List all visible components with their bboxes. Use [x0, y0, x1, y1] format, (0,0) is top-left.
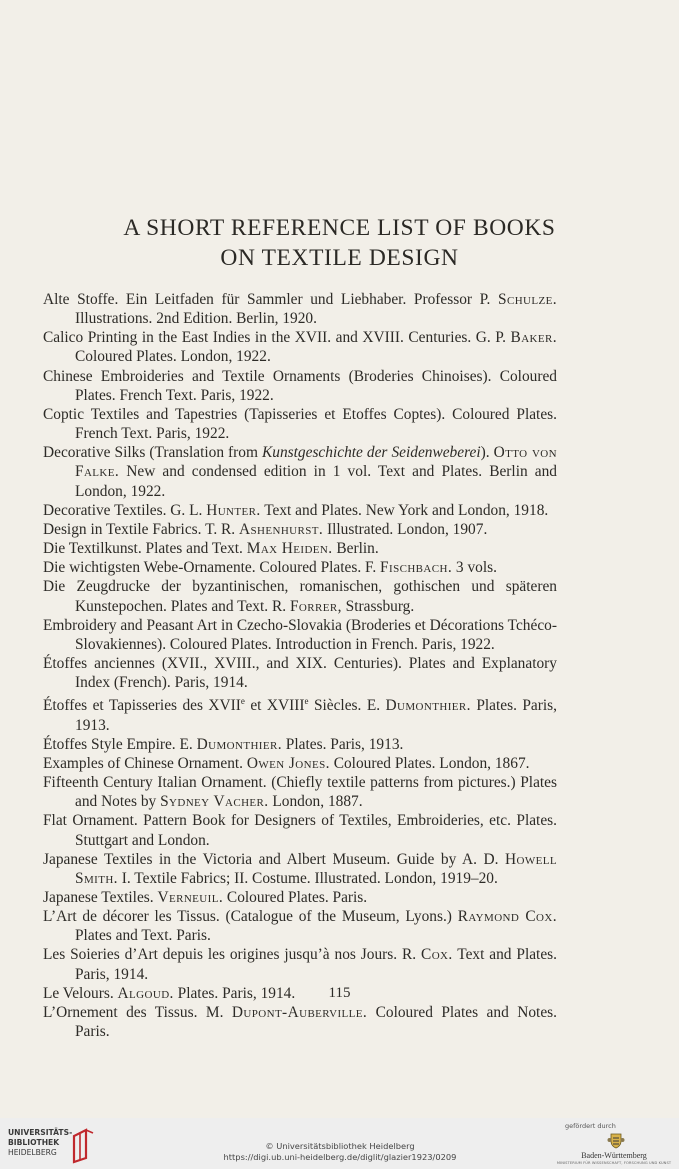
entry-text: Siècles. E. [308, 697, 386, 715]
entry-text: Les Soieries d’Art depuis les origines jusqu’à nos Jours. R. [43, 946, 422, 964]
entry-text: Coloured Plates. Paris. [223, 888, 368, 906]
entry-text: Flat Ornament. Pattern Book for Designers of Textiles, Embroideries, etc. Plates. Stuttgart and London. [43, 812, 557, 849]
title-line-1: A SHORT REFERENCE LIST OF BOOKS [123, 215, 556, 241]
copyright-text: © Universitätsbibliothek Heidelberg [265, 1141, 415, 1151]
reference-entry [43, 558, 557, 577]
reference-entry [43, 811, 557, 849]
entry-text: 3 vols. [452, 559, 497, 577]
reference-entry [43, 290, 557, 328]
author-name: Verneuil. [157, 888, 224, 906]
author-name: Baker. [510, 329, 557, 347]
author-name: Howell Smith. [75, 850, 557, 887]
reference-entry [43, 735, 557, 754]
library-emblem-icon [66, 1128, 96, 1164]
entry-text: Strassburg. [341, 597, 415, 615]
entry-text: Text and Plates. New York and London, 1918. [260, 501, 549, 519]
entry-text: Japanese Textiles in the Victoria and Albert Museum. Guide by A. D. [43, 850, 505, 868]
page-title [20, 213, 659, 273]
entry-text: Examples of Chinese Ornament. [43, 754, 247, 772]
entry-text: Illustrations. 2nd Edition. Berlin, 1920. [75, 310, 317, 328]
reference-entry [43, 1003, 557, 1041]
reference-entry [43, 754, 557, 773]
entry-text: New and condensed edition in 1 vol. Text and Plates. Berlin and London, 1922. [75, 463, 557, 500]
reference-entry [43, 577, 557, 615]
entry-text: Illustrated. London, 1907. [323, 520, 488, 538]
sponsor-label: gefördert durch [565, 1122, 616, 1130]
entry-text: Étoffes et Tapisseries des XVII [43, 697, 241, 715]
reference-entry [43, 654, 557, 692]
reference-entry [43, 616, 557, 654]
entry-text: Die Zeugdrucke der byzantinischen, romanischen, gothischen und späteren Kunstepochen. Plates and Text. R. [43, 578, 557, 615]
entry-text: Le Velours. [43, 984, 118, 1002]
superscript: e [304, 696, 309, 707]
library-logo[interactable] [8, 1128, 108, 1164]
footer-bar [0, 1118, 679, 1169]
entry-text: London, 1887. [268, 793, 363, 811]
author-name: Max Heiden. [246, 540, 333, 558]
author-name: Dupont-Auberville. [231, 1003, 368, 1021]
sponsor-name: Baden-Württemberg [581, 1151, 647, 1160]
entry-text: Alte Stoffe. Ein Leitfaden für Sammler und Liebhaber. Professor P. [43, 291, 498, 308]
entry-text: Design in Textile Fabrics. T. R. [43, 520, 239, 538]
reference-entry [43, 367, 557, 405]
entry-text: Étoffes Style Empire. E. [43, 735, 197, 753]
entry-text: Coloured Plates and Notes. Paris. [75, 1003, 557, 1041]
entry-text: et XVIII [244, 697, 305, 715]
entry-text: Plates. Paris, 1913. [281, 735, 404, 753]
entry-text: Decorative Silks (Translation from [43, 444, 262, 462]
entry-text: Decorative Textiles. G. L. [43, 501, 207, 519]
reference-entry [43, 328, 557, 366]
source-url-link[interactable]: https://digi.ub.uni-heidelberg.de/diglit/glazier1923/0209 [223, 1151, 457, 1162]
entry-text: Étoffes anciennes (XVII., XVIII., and XIX. Centuries). Plates and Explanatory Index (French). Paris, 1914. [43, 654, 557, 692]
sponsor-logo[interactable] [555, 1121, 673, 1167]
reference-entry [43, 773, 557, 811]
entry-text: Die Textilkunst. Plates and Text. [43, 540, 247, 558]
library-name-line-3: HEIDELBERG [8, 1148, 57, 1157]
entry-text: Plates. Paris, 1913. [75, 697, 557, 734]
entry-text: ). [480, 444, 494, 462]
author-name: Ashenhurst. [239, 520, 324, 538]
reference-entry [43, 945, 557, 983]
reference-entry [43, 501, 557, 520]
entry-text: Embroidery and Peasant Art in Czecho-Slovakia (Broderies et Décorations Tchéco-Slovakiennes). Coloured Plates. Introduction in French. Paris, 1922. [43, 616, 557, 653]
entry-text: Calico Printing in the East Indies in the XVII. and XVIII. Centuries. G. P. [43, 329, 511, 347]
entry-text: Text and Plates. Paris, 1914. [75, 946, 558, 983]
author-name: Fischbach. [380, 559, 453, 577]
entry-text: Fifteenth Century Italian Ornament. (Chiefly textile patterns from pictures.) Plates and Notes by [43, 774, 557, 811]
reference-entry [43, 850, 557, 888]
library-name-line-2: BIBLIOTHEK [8, 1138, 60, 1147]
entry-text: Coloured Plates. London, 1922. [75, 348, 271, 366]
author-name: Schulze. [498, 291, 557, 308]
coat-of-arms-icon [607, 1131, 625, 1149]
reference-entry [43, 539, 557, 558]
entry-text: Plates. Paris, 1914. [173, 984, 296, 1002]
page-number: 115 [328, 985, 351, 1001]
entry-text: Coptic Textiles and Tapestries (Tapisseries et Etoffes Coptes). Coloured Plates. French Text. Paris, 1922. [43, 405, 557, 443]
reference-entry [43, 520, 557, 539]
library-name-line-1: UNIVERSITÄTS- [8, 1128, 73, 1137]
entry-text: Plates and Text. Paris. [75, 927, 211, 945]
author-name: Raymond Cox. [457, 908, 557, 926]
author-name: Algoud. [117, 984, 174, 1002]
entry-text: Japanese Textiles. [43, 888, 158, 906]
entry-text: Die wichtigsten Webe-Ornamente. Coloured Plates. F. [43, 559, 381, 577]
reference-entry [43, 907, 557, 945]
author-name: Forrer, [289, 597, 342, 615]
reference-entry [43, 692, 557, 734]
italic-title: Kunstgeschichte der Seidenweberei [262, 444, 481, 462]
author-name: Dumonthier. [196, 735, 282, 753]
reference-list [43, 290, 557, 1041]
sponsor-subtitle: MINISTERIUM FÜR WISSENSCHAFT, FORSCHUNG UND KUNST [556, 1161, 672, 1165]
author-name: Dumonthier. [385, 697, 471, 715]
author-name: Hunter. [206, 501, 261, 519]
copyright-notice [180, 1141, 500, 1162]
entry-text: L’Art de décorer les Tissus. (Catalogue of the Museum, Lyons.) [43, 908, 458, 926]
reference-entry [43, 443, 557, 500]
author-name: Cox. [421, 946, 453, 964]
title-line-2: ON TEXTILE DESIGN [220, 245, 459, 271]
entry-text: L’Ornement des Tissus. M. [43, 1003, 232, 1021]
superscript: e [240, 696, 245, 707]
entry-text: Chinese Embroideries and Textile Ornaments (Broderies Chinoises). Coloured Plates. French Text. Paris, 1922. [43, 367, 557, 404]
entry-text: Coloured Plates. London, 1867. [329, 754, 530, 772]
author-name: Owen Jones. [246, 754, 330, 772]
author-name: Otto von Falke. [75, 444, 557, 481]
reference-entry [43, 405, 557, 443]
reference-entry [43, 888, 557, 907]
entry-text: Berlin. [332, 540, 379, 558]
author-name: Sydney Vacher. [160, 793, 269, 811]
entry-text: I. Textile Fabrics; II. Costume. Illustrated. London, 1919–20. [117, 869, 498, 887]
